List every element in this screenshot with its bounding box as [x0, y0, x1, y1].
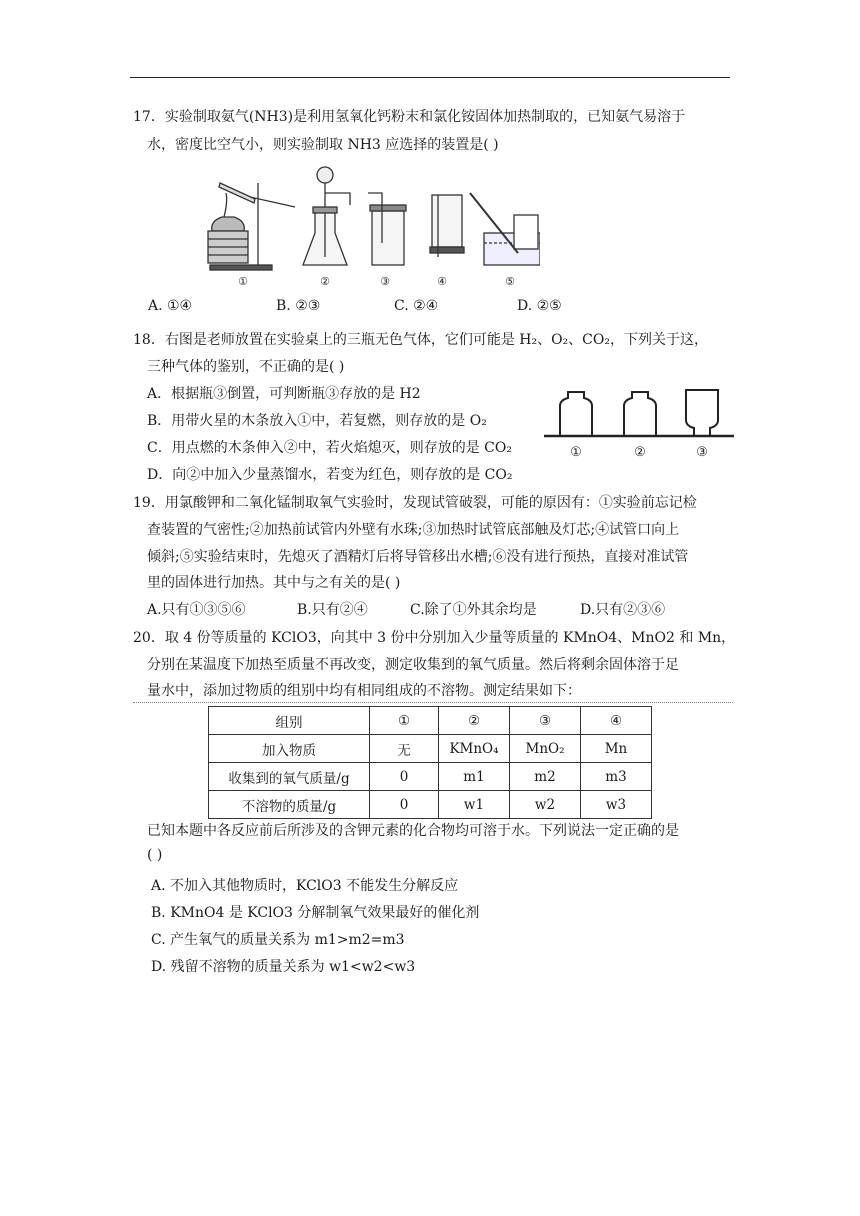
q20-option-b: B. KMnO4 是 KClO3 分解制氧气效果最好的催化剂	[151, 905, 480, 921]
table-cell: ①	[370, 707, 439, 735]
apparatus-label-5: ⑤	[505, 275, 515, 288]
table-header-row	[209, 707, 652, 735]
table-cell: 不溶物的质量/g	[209, 791, 370, 819]
table-cell: m1	[439, 763, 510, 791]
table-cell: 0	[370, 791, 439, 819]
table-row	[209, 735, 652, 763]
table-cell: ④	[581, 707, 652, 735]
table-cell: w1	[439, 791, 510, 819]
q18-text-line2: 三种气体的鉴别，不正确的是( )	[147, 359, 345, 375]
table-cell: 0	[370, 763, 439, 791]
q19-text-line1: 19．用氯酸钾和二氧化锰制取氧气实验时，发现试管破裂，可能的原因有：①实验前忘记检	[133, 495, 697, 511]
q18-text-line1: 18．右图是老师放置在实验桌上的三瓶无色气体，它们可能是 H₂、O₂、CO₂，下列关于这，	[133, 332, 708, 348]
q20-option-c: C. 产生氧气的质量关系为 m1>m2=m3	[151, 932, 405, 948]
q20-text-line1: 20．取 4 份等质量的 KClO3，向其中 3 份中分别加入少量等质量的 KMnO4、MnO2 和 Mn，	[133, 630, 736, 646]
table-cell: ③	[510, 707, 581, 735]
table-cell: 收集到的氧气质量/g	[209, 763, 370, 791]
q18-option-b: B．用带火星的木条放入①中，若复燃，则存放的是 O₂	[147, 413, 487, 429]
q20-results-table	[208, 706, 652, 819]
bottle-label-1: ①	[570, 445, 582, 460]
q17-option-a: A. ①④	[148, 298, 193, 314]
q17-option-b: B. ②③	[276, 298, 321, 314]
q18-bottles-figure	[544, 384, 734, 466]
table-cell: 加入物质	[209, 735, 370, 763]
q20-option-d: D. 残留不溶物的质量关系为 w1<w2<w3	[151, 959, 416, 975]
apparatus-label-2: ②	[320, 275, 330, 288]
section-dotted-divider	[133, 702, 733, 703]
q19-option-d: D.只有②③⑥	[580, 602, 666, 618]
q19-option-c: C.除了①外其余均是	[410, 602, 537, 618]
q17-apparatus-figure	[200, 163, 540, 288]
q17-text-line1: 17．实验制取氨气(NH3)是利用氢氧化钙粉末和氯化铵固体加热制取的，已知氨气易溶于	[133, 109, 686, 125]
table-cell: w3	[581, 791, 652, 819]
table-cell: m3	[581, 763, 652, 791]
bottle-label-2: ②	[634, 445, 646, 460]
q18-option-c: C．用点燃的木条伸入②中，若火焰熄灭，则存放的是 CO₂	[147, 440, 512, 456]
table-cell: Mn	[581, 735, 652, 763]
table-cell: MnO₂	[510, 735, 581, 763]
apparatus-label-1: ①	[238, 275, 248, 288]
q17-option-c: C. ②④	[394, 298, 439, 314]
q20-option-a: A. 不加入其他物质时，KClO3 不能发生分解反应	[151, 878, 459, 894]
q19-text-line4: 里的固体进行加热。其中与之有关的是( )	[147, 575, 401, 591]
table-cell: ②	[439, 707, 510, 735]
q18-option-a: A．根据瓶③倒置，可判断瓶③存放的是 H2	[147, 386, 421, 402]
table-cell: KMnO₄	[439, 735, 510, 763]
apparatus-label-4: ④	[437, 275, 447, 288]
q20-note-line2: ( )	[147, 847, 163, 863]
table-cell: w2	[510, 791, 581, 819]
bottle-label-3: ③	[696, 445, 708, 460]
table-cell: m2	[510, 763, 581, 791]
table-row	[209, 763, 652, 791]
header-rule	[130, 77, 730, 78]
q17-text-line2: 水，密度比空气小，则实验制取 NH3 应选择的装置是( )	[147, 137, 499, 153]
table-cell: 组别	[209, 707, 370, 735]
q20-text-line3: 量水中，添加过物质的组别中均有相同组成的不溶物。测定结果如下：	[147, 683, 581, 699]
q20-note-line1: 已知本题中各反应前后所涉及的含钾元素的化合物均可溶于水。下列说法一定正确的是	[147, 823, 679, 839]
q17-option-d: D. ②⑤	[517, 298, 562, 314]
q18-option-d: D．向②中加入少量蒸馏水，若变为红色，则存放的是 CO₂	[147, 467, 513, 483]
q19-option-a: A.只有①③⑤⑥	[147, 602, 246, 618]
table-row	[209, 791, 652, 819]
apparatus-label-3: ③	[380, 275, 390, 288]
q19-option-b: B.只有②④	[297, 602, 368, 618]
q19-text-line3: 倾斜;⑤实验结束时，先熄灭了酒精灯后将导管移出水槽;⑥没有进行预热，直接对准试管	[147, 549, 689, 565]
table-cell: 无	[370, 735, 439, 763]
q19-text-line2: 查装置的气密性;②加热前试管内外壁有水珠;③加热时试管底部触及灯芯;④试管口向上	[147, 522, 680, 538]
q20-text-line2: 分别在某温度下加热至质量不再改变，测定收集到的氧气质量。然后将剩余固体溶于足	[147, 657, 679, 673]
